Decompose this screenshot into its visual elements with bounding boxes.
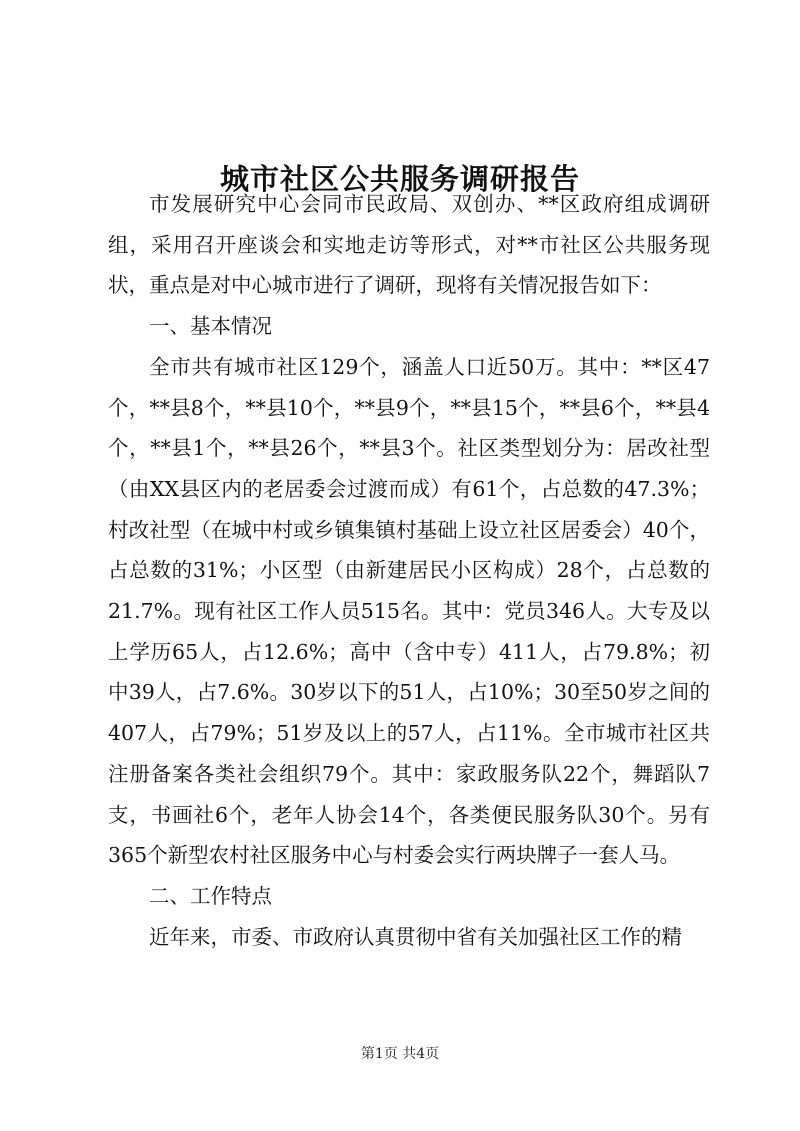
document-body — [108, 184, 710, 957]
paragraph-intro: 市发展研究中心会同市民政局、双创办、**区政府组成调研组，采用召开座谈会和实地走访等形式，对**市社区公共服务现状，重点是对中心城市进行了调研，现将有关情况报告如下： — [108, 192, 710, 298]
page-number-footer: 第1页 共4页 — [360, 1046, 440, 1062]
section-heading-basic: 一、基本情况 — [149, 314, 272, 339]
paragraph-basic-situation: 全市共有城市社区129个，涵盖人口近50万。其中：**区47个，**县8个，**县10个，**县9个，**县15个，**县6个，**县4个，**县1个，**县26个，**县3个。社区类型划分为：居改社型（由XX县区内的老居委会过渡而成）有61个，占总数的47.3%；村改社型（在城中村或乡镇集镇村基础上设立社区居委会）40个，占总数的31%；小区型（由新建居民小区构成）28个，占总数的21.7%。现有社区工作人员515名。其中：党员346人。大专及以上学历65人，占12.6%；高中（含中专）411人，占79.8%；初中39人，占7.6%。30岁以下的51人，占10%；30至50岁之间的407人，占79%；51岁及以上的57人，占11%。全市城市社区共注册备案各类社会组织79个。其中：家政服务队22个，舞蹈队7支，书画社6个，老年人协会14个，各类便民服务队30个。另有365个新型农村社区服务中心与村委会实行两块牌子一套人马。 — [108, 354, 710, 868]
section-heading-features: 二、工作特点 — [149, 883, 272, 908]
paragraph-features: 近年来，市委、市政府认真贯彻中省有关加强社区工作的精 — [149, 924, 682, 949]
page-title: 城市社区公共服务调研报告 — [219, 162, 580, 197]
